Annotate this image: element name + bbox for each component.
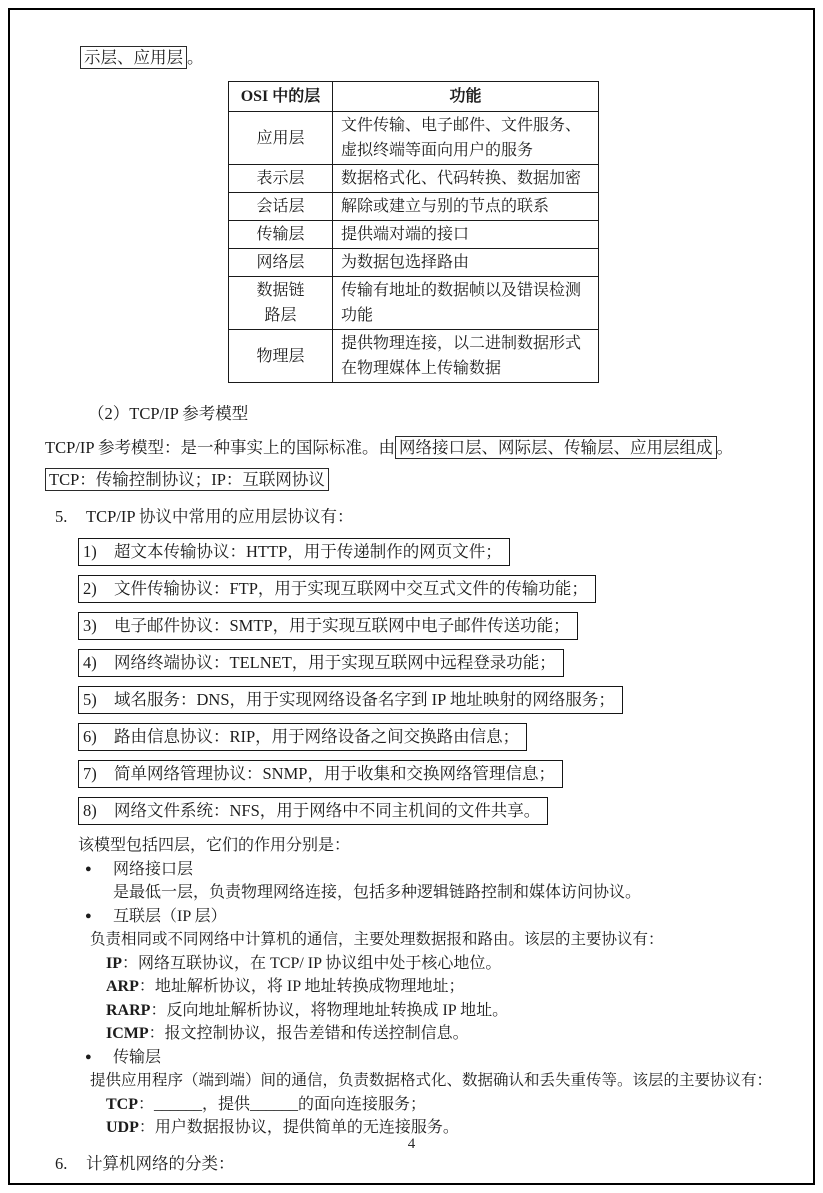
layer-cell: 物理层 [229, 330, 333, 383]
continuation-trailing: 。 [187, 48, 204, 67]
layer-cell: 会话层 [229, 193, 333, 221]
table-row [229, 277, 599, 330]
item-title: TCP/IP 协议中常用的应用层协议有： [86, 507, 354, 526]
protocol-number: 2) [83, 579, 97, 598]
protocol-number: 8) [83, 801, 97, 820]
function-cell: 提供端对端的接口 [333, 221, 599, 249]
intro-text: 。 [716, 438, 734, 457]
boxed-phrase: 示层、应用层 [80, 46, 187, 69]
protocol-desc: ：反向地址解析协议，将物理地址转换成 IP 地址。 [150, 1001, 509, 1019]
protocol-box [78, 723, 527, 751]
protocol-number: 6) [83, 727, 97, 746]
function-cell: 解除或建立与别的节点的联系 [333, 193, 599, 221]
protocol-box [78, 575, 596, 603]
bullet-icon [85, 1046, 113, 1070]
protocol-box [78, 649, 564, 677]
bullet-icon [85, 858, 113, 882]
item-number: 6. [55, 1153, 68, 1173]
protocol-name: TCP [106, 1095, 138, 1113]
protocol-text: 超文本传输协议：HTTP，用于传递制作的网页文件； [114, 542, 502, 561]
protocol-name: UDP [106, 1119, 139, 1136]
layer-protocol-line [106, 975, 783, 999]
intro-text: TCP/IP 参考模型：是一种事实上的国际标准。由 [45, 438, 396, 457]
layer-lead-line: 负责相同或不同网络中计算机的通信，主要处理数据报和路由。该层的主要协议有： [90, 931, 664, 948]
layer-cell: 数据链路层 [229, 277, 333, 330]
layer-lead-line: 提供应用程序（端到端）间的通信，负责数据格式化、数据确认和丢失重传等。该层的主要协议有： [90, 1072, 773, 1089]
protocol-text: 网络文件系统：NFS，用于网络中不同主机间的文件共享。 [114, 801, 541, 820]
table-row [229, 112, 599, 165]
layer-name: 互联层（IP 层） [113, 907, 227, 925]
layer-desc-line: 是最低一层，负责物理网络连接，包括多种逻辑链路控制和媒体访问协议。 [113, 884, 642, 901]
layer-protocol-line [106, 1093, 783, 1117]
protocol-box [78, 612, 578, 640]
table-row [229, 193, 599, 221]
layer-bullet-row [85, 1046, 783, 1070]
protocol-name: IP [106, 954, 122, 972]
protocol-box [78, 760, 563, 788]
protocol-number: 3) [83, 616, 97, 635]
protocol-text: 网络终端协议：TELNET，用于实现互联网中远程登录功能； [114, 653, 556, 672]
function-cell: 数据格式化、代码转换、数据加密 [333, 165, 599, 193]
boxed-phrase: TCP：传输控制协议；IP：互联网协议 [45, 468, 329, 491]
layer-cell: 表示层 [229, 165, 333, 193]
item-number: 5. [55, 507, 68, 526]
protocol-name: ICMP [106, 1025, 149, 1042]
protocol-number: 5) [83, 690, 97, 709]
layer-protocol-line [106, 999, 783, 1023]
header-layer-column: OSI 中的层 [229, 82, 333, 112]
protocol-desc: ：地址解析协议，将 IP 地址转换成物理地址； [138, 978, 465, 995]
layer-cell: 传输层 [229, 221, 333, 249]
protocol-desc: ：______，提供______的面向连接服务； [138, 1095, 427, 1113]
section-heading: （2）TCP/IP 参考模型 [88, 404, 249, 423]
layer-cell: 应用层 [229, 112, 333, 165]
protocol-text: 简单网络管理协议：SNMP，用于收集和交换网络管理信息； [114, 764, 555, 783]
function-cell: 文件传输、电子邮件、文件服务、虚拟终端等面向用户的服务 [333, 112, 599, 165]
layer-bullet-row [85, 858, 783, 882]
item-title: 计算机网络的分类： [86, 1153, 235, 1173]
table-header-row [229, 82, 599, 112]
table-row [229, 165, 599, 193]
layer-name: 传输层 [113, 1048, 162, 1066]
layer-name: 网络接口层 [113, 860, 194, 878]
list-item-6 [55, 1153, 783, 1175]
protocol-name: RARP [106, 1001, 151, 1019]
protocol-name: ARP [106, 978, 139, 995]
protocol-text: 域名服务：DNS，用于实现网络设备名字到 IP 地址映射的网络服务； [114, 690, 615, 709]
layer-bullet-row [85, 905, 783, 929]
table-row [229, 221, 599, 249]
layer-protocol-line [106, 952, 783, 976]
protocol-desc: ：网络互联协议，在 TCP/ IP 协议组中处于核心地位。 [122, 954, 502, 972]
model-intro: 该模型包括四层，它们的作用分别是： [78, 837, 351, 854]
layer-protocol-line [106, 1022, 783, 1046]
function-cell: 为数据包选择路由 [333, 249, 599, 277]
protocol-box [78, 797, 548, 825]
continuation-line [80, 46, 783, 70]
page-number-footer: 4 [407, 1136, 416, 1152]
protocol-number: 4) [83, 653, 97, 672]
protocol-box [78, 538, 510, 566]
protocol-text: 文件传输协议：FTP，用于实现互联网中交互式文件的传输功能； [114, 579, 588, 598]
tcpip-intro-paragraph [45, 432, 782, 496]
protocol-desc: ：报文控制协议，报告差错和传送控制信息。 [148, 1025, 469, 1042]
layer-cell: 网络层 [229, 249, 333, 277]
function-cell: 传输有地址的数据帧以及错误检测功能 [333, 277, 599, 330]
protocol-box-list [78, 538, 783, 825]
table-row [229, 330, 599, 383]
header-function-column: 功能 [333, 82, 599, 112]
boxed-phrase: 网络接口层、网际层、传输层、应用层组成 [395, 436, 717, 459]
protocol-text: 电子邮件协议：SMTP，用于实现互联网中电子邮件传送功能； [114, 616, 570, 635]
list-item-5 [55, 506, 783, 528]
protocol-box [78, 686, 623, 714]
protocol-desc: ：用户数据报协议，提供简单的无连接服务。 [138, 1119, 459, 1136]
protocol-text: 路由信息协议：RIP，用于网络设备之间交换路由信息； [114, 727, 520, 746]
bullet-icon [85, 905, 113, 929]
osi-layers-table [228, 81, 599, 383]
function-cell: 提供物理连接，以二进制数据形式在物理媒体上传输数据 [333, 330, 599, 383]
table-row [229, 249, 599, 277]
protocol-number: 7) [83, 764, 97, 783]
protocol-number: 1) [83, 542, 97, 561]
